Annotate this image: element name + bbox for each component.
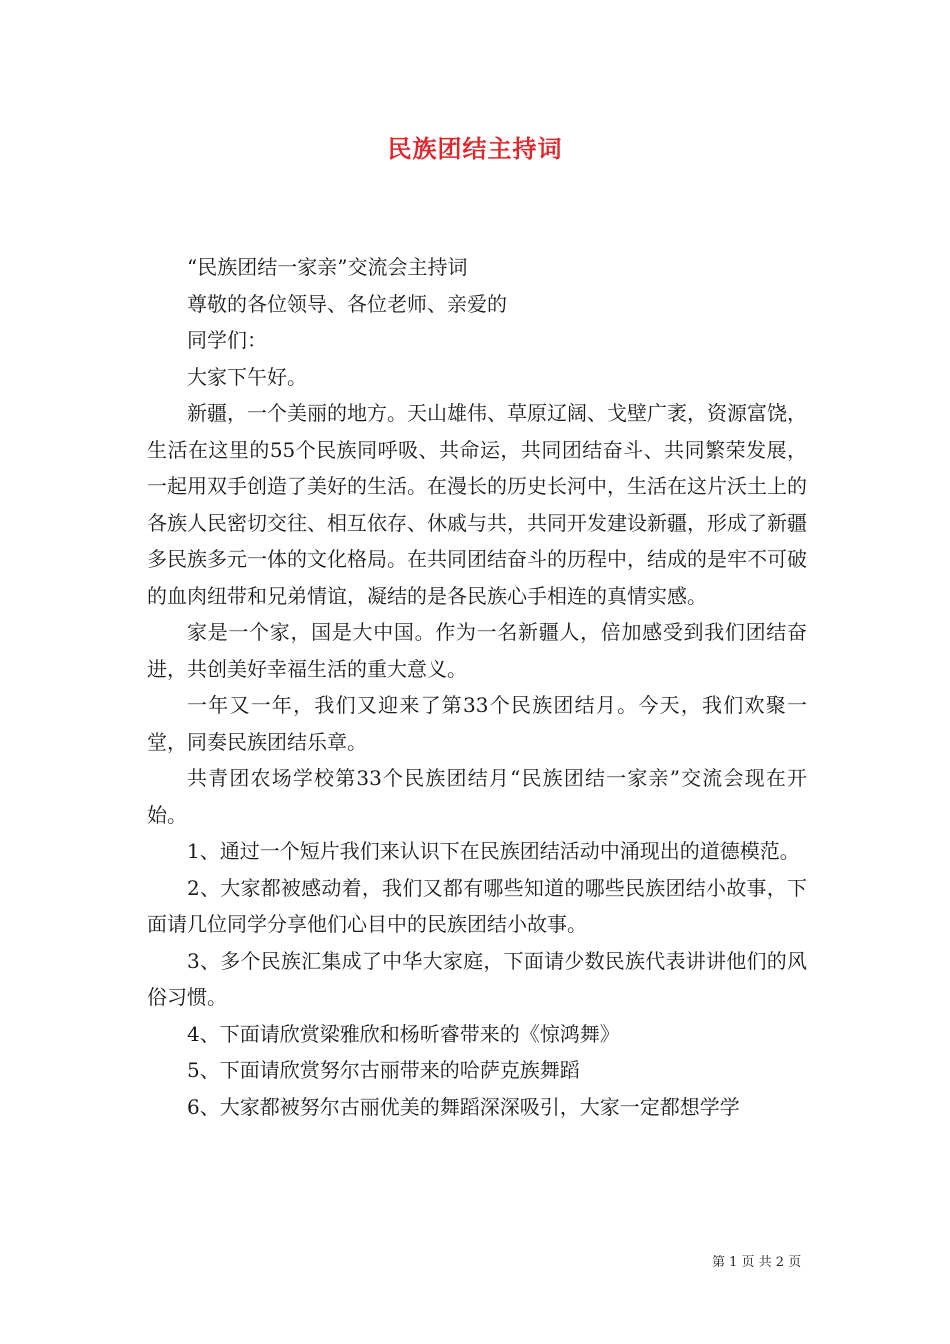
paragraph: 尊敬的各位领导、各位老师、亲爱的 xyxy=(187,291,507,316)
paragraph: 6、大家都被努尔古丽优美的舞蹈深深吸引，大家一定都想学学 xyxy=(187,1094,740,1119)
paragraph: 一年又一年，我们又迎来了第33个民族团结月。今天，我们欢聚一堂，同奏民族团结乐章。 xyxy=(147,693,807,754)
paragraph: 2、大家都被感动着，我们又都有哪些知道的哪些民族团结小故事，下面请几位同学分享他们心目中的民族团结小故事。 xyxy=(147,875,807,936)
paragraph: “民族团结一家亲”交流会主持词 xyxy=(187,255,468,279)
paragraph: 共青团农场学校第33个民族团结月“民族团结一家亲”交流会现在开始。 xyxy=(147,766,807,827)
paragraph: 1、通过一个短片我们来认识下在民族团结活动中涌现出的道德模范。 xyxy=(187,839,800,863)
document-body xyxy=(147,249,807,1125)
paragraph: 5、下面请欣赏努尔古丽带来的哈萨克族舞蹈 xyxy=(187,1058,580,1082)
paragraph: 大家下午好。 xyxy=(187,364,307,389)
paragraph: 同学们： xyxy=(187,328,267,352)
paragraph: 3、多个民族汇集成了中华大家庭，下面请少数民族代表讲讲他们的风俗习惯。 xyxy=(147,948,807,1009)
paragraph: 新疆，一个美丽的地方。天山雄伟、草原辽阔、戈壁广袤，资源富饶，生活在这里的55个民族同呼吸、共命运，共同团结奋斗、共同繁荣发展，一起用双手创造了美好的生活。在漫长的历史长河中，生活在这片沃土上的各族人民密切交往、相互依存、休戚与共，共同开发建设新疆，形成了新疆多民族多元一体的文化格局。在共同团结奋斗的历程中，结成的是牢不可破的血肉纽带和兄弟情谊，凝结的是各民族心手相连的真情实感。 xyxy=(147,401,807,608)
document-title: 民族团结主持词 xyxy=(387,134,563,163)
paragraph: 4、下面请欣赏梁雅欣和杨昕睿带来的《惊鸿舞》 xyxy=(187,1021,620,1046)
paragraph: 家是一个家，国是大中国。作为一名新疆人，倍加感受到我们团结奋进，共创美好幸福生活的重大意义。 xyxy=(147,620,807,681)
page-number-footer: 第 1 页 共 2 页 xyxy=(712,1255,802,1270)
